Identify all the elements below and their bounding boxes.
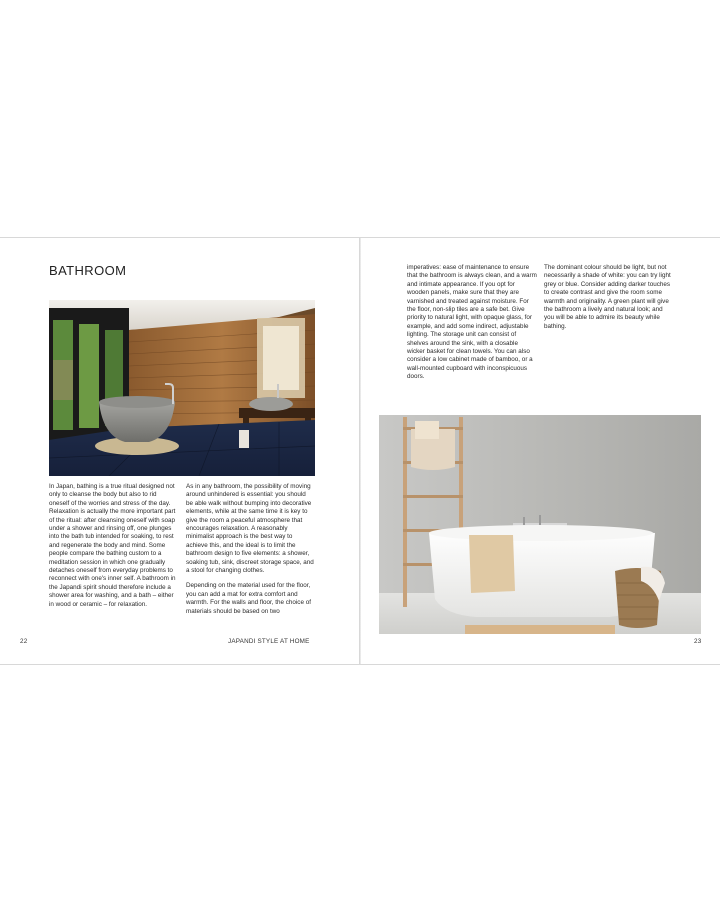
right-page xyxy=(361,238,720,664)
white-tub-illustration xyxy=(379,415,701,634)
paragraph: As in any bathroom, the possibility of moving around unhindered is essential: you should be able walk without bumping into decorative elements, while at the same time it is key to give the room a peaceful atmosphere that encourages relaxation. A reasonably minimalist approach is the best way to achieve this, and the ideal is to limit the bathroom design to five elements: a shower, soaking tub, sink, discreet storage space, and a stool for changing clothes. xyxy=(186,483,314,575)
paragraph: The dominant colour should be light, but not necessarily a shade of white: you can try light grey or blue. Consider adding darker touches to create contrast and give the room some warmth and originality. A green plant will give the bathroom a lively and natural look; and you will be able to admire its beauty while bathing. xyxy=(544,264,671,330)
bathroom-photo-stone-tub xyxy=(49,300,315,476)
left-column-1 xyxy=(49,483,176,616)
running-title: JAPANDI STYLE AT HOME xyxy=(228,638,310,645)
bathroom-photo-white-tub xyxy=(379,415,701,634)
stone-tub-illustration xyxy=(49,300,315,476)
page-number-right: 23 xyxy=(694,638,702,645)
page-number-left: 22 xyxy=(20,638,28,645)
left-column-2 xyxy=(186,483,314,623)
page-heading: BATHROOM xyxy=(49,263,127,278)
paragraph: Depending on the material used for the floor, you can add a mat for extra comfort and warmth. For the walls and floor, the choice of materials should be based on two xyxy=(186,582,311,615)
left-page xyxy=(0,238,359,664)
paragraph: In Japan, bathing is a true ritual designed not only to cleanse the body but also to rid oneself of the worries and stress of the day. Relaxation is actually the more important part of the ritual: after cleansing oneself with soap under a shower and rinsing off, one plunges into the bath tub intended for soaking, to rest and regenerate the body and mind. Some people compare the bathing custom to a meditation session in which one gradually detaches oneself from everyday problems to reconnect with one's inner self. A bathroom in the Japandi spirit should therefore include a shower area for washing, and a bath – either in wood or ceramic – for relaxation. xyxy=(49,483,176,608)
right-column-1 xyxy=(407,264,537,389)
right-column-2 xyxy=(544,264,674,338)
paragraph: imperatives: ease of maintenance to ensure that the bathroom is always clean, and a warm and intimate appearance. If you opt for wooden panels, make sure that they are varnished and treated against moisture. For the floor, non-slip tiles are a safe bet. Give priority to natural light, with opaque glass, for example, and add some indirect, adjustable lighting. The storage unit can consist of shelves around the sink, with a closable wicker basket for clean towels. You can also consider a low cabinet made of bamboo, or a wall-mounted cupboard with inconspicuous doors. xyxy=(407,264,537,381)
book-spread xyxy=(0,237,720,665)
